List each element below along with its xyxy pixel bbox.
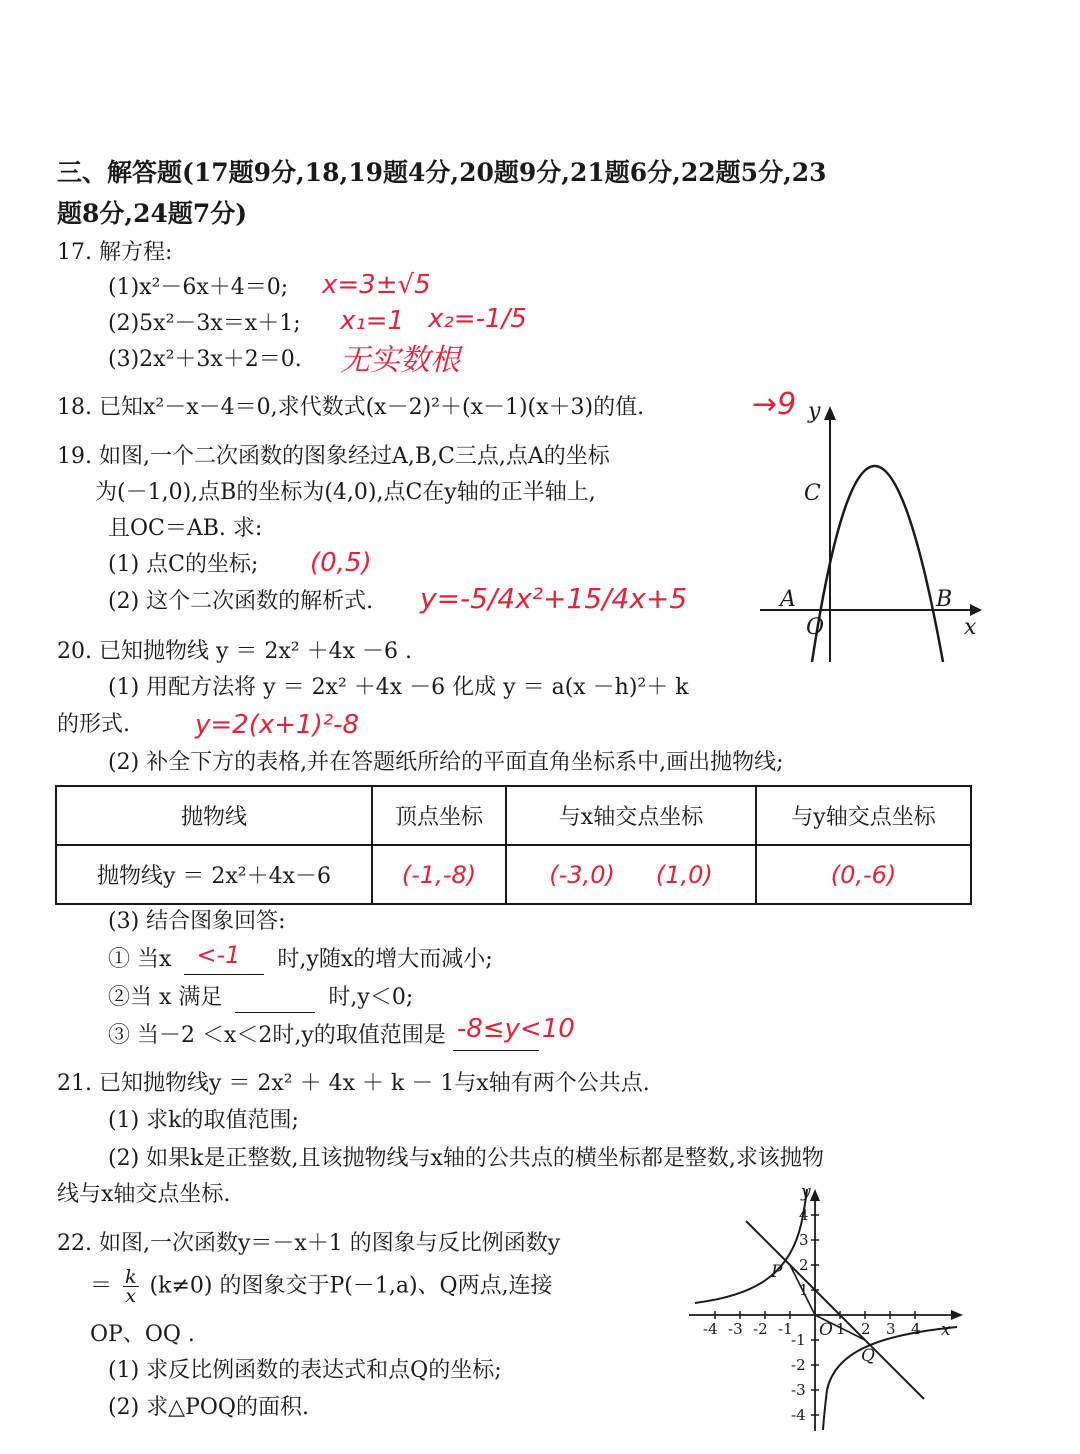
q22-hyperbola-branch-left: [695, 1189, 807, 1303]
q22-ytick-3: 3: [799, 1231, 809, 1249]
q19-part1: (1) 点C的坐标;: [108, 552, 259, 577]
q22-part2: (2) 求△POQ的面积.: [108, 1395, 309, 1420]
q22-part1: (1) 求反比例函数的表达式和点Q的坐标;: [108, 1358, 502, 1383]
q19-label-y: y: [808, 399, 821, 424]
q17-answer3: 无实数根: [340, 343, 460, 378]
q19-label-a: A: [780, 587, 796, 612]
q19-answer2: y=-5/4x²+15/4x+5: [420, 582, 688, 615]
q22-line2-text: (k≠0) 的图象交于P(－1,a)、Q两点,连接: [149, 1273, 553, 1299]
q22-ytick-neg3: -3: [791, 1381, 806, 1399]
q22-ytick-neg1: -1: [791, 1331, 806, 1349]
q17-part1: (1)x²－6x＋4＝0;: [108, 275, 289, 300]
q20-condition2-prefix: ②当 x 满足: [108, 985, 223, 1010]
q19-y-arrow: [824, 406, 836, 420]
q22-ytick-2: 2: [799, 1256, 809, 1274]
q20-condition2: [108, 982, 413, 1013]
q20-condition1-answer: <-1: [196, 941, 241, 969]
q20-table-header-x-intercepts: 与x轴交点坐标: [506, 786, 756, 845]
q22-fraction-numerator: k: [125, 1266, 137, 1288]
q20-table-header-vertex: 顶点坐标: [372, 786, 506, 845]
q20-table-row-label: 抛物线y ＝ 2x²＋4x－6: [56, 845, 372, 904]
q19-parabola-curve: [812, 466, 943, 662]
q19-label-b: B: [936, 587, 953, 612]
q19-line2: 为(－1,0),点B的坐标为(4,0),点C在y轴的正半轴上,: [95, 480, 596, 505]
q19-part2: (2) 这个二次函数的解析式.: [108, 589, 374, 614]
q22-hyperbola-branch-right: [823, 1327, 957, 1430]
q20-part1a: (1) 用配方法将 y ＝ 2x² ＋4x －6 化成 y ＝ a(x －h)²＋ k: [108, 675, 689, 700]
q22-xtick-neg2: -2: [753, 1320, 768, 1338]
q20-table-vertex-cell: [372, 845, 506, 904]
q22-xtick-neg1: -1: [778, 1320, 793, 1338]
q20-line1: 20. 已知抛物线 y ＝ 2x² ＋4x －6 .: [57, 639, 412, 664]
q20-part1b: 的形式.: [57, 712, 130, 737]
q20-table-header-y-intercept: 与y轴交点坐标: [756, 786, 971, 845]
q20-table-x-intercept-cell: [506, 845, 756, 904]
q22-x-arrow: [951, 1310, 963, 1320]
q20-condition3-answer: -8≤y<10: [456, 1014, 575, 1044]
q22-xtick-2: 2: [861, 1320, 871, 1338]
q22-xtick-neg4: -4: [703, 1320, 718, 1338]
q22-label-q: Q: [861, 1346, 875, 1366]
q20-condition1-suffix: 时,y随x的增大而减小;: [277, 947, 493, 972]
section-header-line2: 题8分,24题7分): [57, 199, 248, 228]
q19-line1: 19. 如图,一个二次函数的图象经过A,B,C三点,点A的坐标: [57, 444, 610, 469]
q20-answer1: y=2(x+1)²-8: [195, 710, 360, 740]
q22-line2: [90, 1268, 553, 1305]
section-header-line1: 三、解答题(17题9分,18,19题4分,20题9分,21题6分,22题5分,23: [57, 158, 827, 187]
q20-condition3: [108, 1014, 575, 1051]
q17-part3: (3)2x²＋3x＋2＝0.: [108, 347, 302, 372]
q22-label-x: x: [941, 1320, 951, 1340]
q20-table: [55, 785, 972, 905]
q22-hyperbola-figure: [685, 1182, 975, 1435]
q22-label-y: y: [801, 1182, 811, 1202]
q20-condition1: [108, 941, 493, 975]
q20-x-intercept-answer2: (1,0): [655, 860, 713, 889]
q22-label-o: O: [819, 1320, 833, 1340]
q22-y-arrow: [810, 1189, 820, 1201]
q21-part2b: 线与x轴交点坐标.: [57, 1182, 231, 1207]
q22-xtick-4: 4: [911, 1320, 921, 1338]
q20-vertex-answer: (-1,-8): [401, 860, 477, 889]
q19-label-c: C: [804, 481, 821, 506]
q22-ytick-neg2: -2: [791, 1356, 806, 1374]
q20-x-intercept-answer1: (-3,0): [549, 860, 615, 889]
q20-table-header-parabola: 抛物线: [56, 786, 372, 845]
q18-answer: →9: [752, 387, 797, 422]
q22-xtick-1: 1: [836, 1320, 846, 1338]
q17-answer2b: x₂=-1/5: [428, 304, 527, 334]
q17-part2: (2)5x²－3x＝x＋1;: [108, 311, 301, 336]
q19-label-o: O: [806, 615, 825, 640]
q22-ytick-1: 1: [799, 1281, 809, 1299]
q22-fraction: [123, 1268, 139, 1305]
q17-answer1: x=3±√5: [322, 270, 431, 300]
q20-condition2-blank: [235, 982, 315, 1013]
q21-part1: (1) 求k的取值范围;: [108, 1108, 299, 1133]
q22-label-p: P: [771, 1262, 783, 1282]
q22-xtick-3: 3: [886, 1320, 896, 1338]
q17-answer2a: x₁=1: [340, 306, 405, 336]
q22-line3: OP、OQ .: [90, 1322, 195, 1347]
q22-line1: 22. 如图,一次函数y＝－x＋1 的图象与反比例函数y: [57, 1231, 561, 1256]
q21-part2a: (2) 如果k是正整数,且该抛物线与x轴的公共点的横坐标都是整数,求该抛物: [108, 1146, 824, 1171]
q17-title: 17. 解方程:: [57, 240, 173, 265]
q18-text: 18. 已知x²－x－4＝0,求代数式(x－2)²＋(x－1)(x＋3)的值.: [57, 395, 645, 420]
q20-condition2-suffix: 时,y＜0;: [328, 985, 414, 1010]
q19-answer1: (0,5): [310, 548, 372, 578]
q20-condition1-blank: [184, 941, 264, 975]
q20-condition3-prefix: ③ 当－2 ＜x＜2时,y的取值范围是: [108, 1023, 446, 1048]
q19-label-x: x: [964, 615, 977, 640]
q22-fraction-denominator: x: [125, 1285, 137, 1307]
q20-y-intercept-answer: (0,-6): [830, 860, 897, 889]
q22-equals: ＝: [90, 1273, 113, 1299]
q22-ytick-neg4: -4: [791, 1406, 806, 1424]
q20-condition3-blank: [453, 1014, 575, 1051]
q20-part2: (2) 补全下方的表格,并在答题纸所给的平面直角坐标系中,画出抛物线;: [108, 750, 784, 775]
q19-line3: 且OC＝AB. 求:: [108, 516, 263, 541]
q22-xtick-neg3: -3: [728, 1320, 743, 1338]
q20-part3: (3) 结合图象回答:: [108, 909, 286, 934]
q20-condition1-prefix: ① 当x: [108, 947, 172, 972]
q21-line1: 21. 已知抛物线y ＝ 2x² ＋ 4x ＋ k － 1与x轴有两个公共点.: [57, 1071, 650, 1096]
q22-ytick-4: 4: [799, 1206, 809, 1224]
q20-table-y-intercept-cell: [756, 845, 971, 904]
q19-parabola-figure: [760, 400, 990, 670]
